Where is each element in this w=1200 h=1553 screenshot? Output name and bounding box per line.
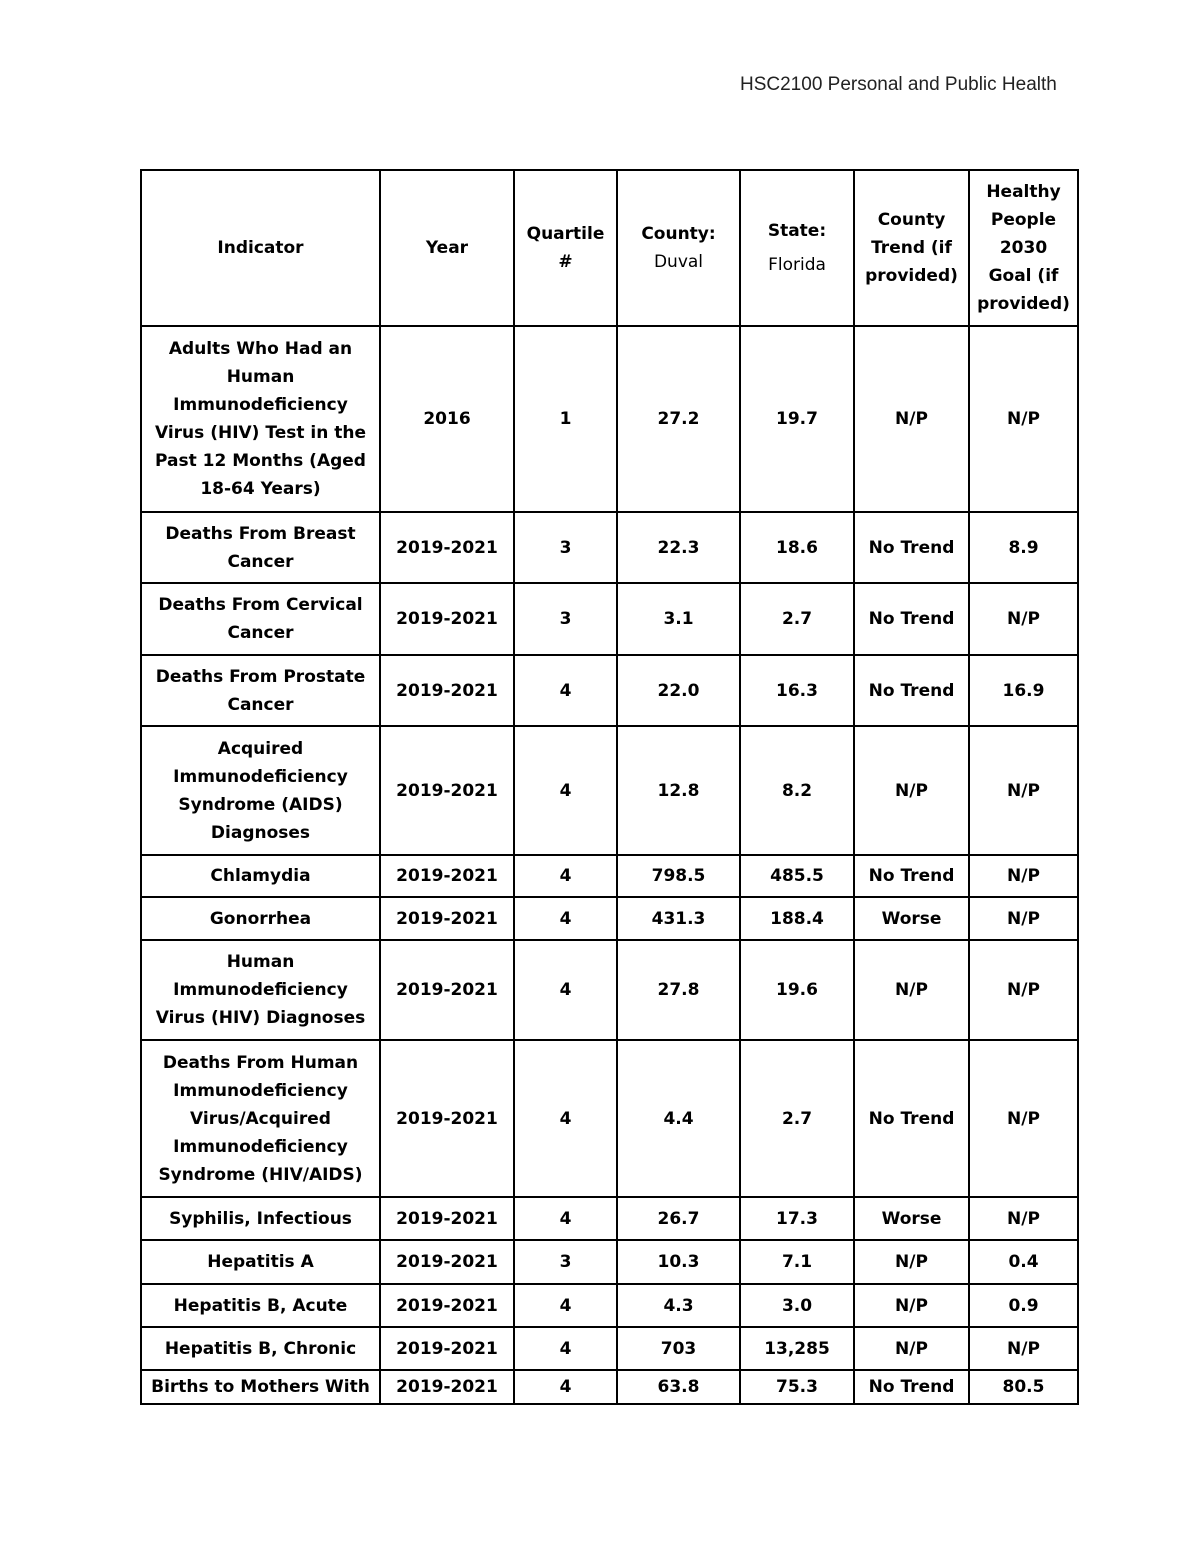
quartile-cell: 3 (514, 1240, 617, 1284)
state-value-cell: 485.5 (740, 855, 854, 897)
table-row (141, 1370, 1078, 1404)
state-value-cell: 19.7 (740, 326, 854, 512)
quartile-cell: 4 (514, 655, 617, 726)
goal-cell: N/P (969, 1040, 1078, 1197)
state-value-cell: 188.4 (740, 897, 854, 940)
county-value-cell: 22.3 (617, 512, 740, 583)
indicator-cell: Deaths From Breast Cancer (141, 512, 380, 583)
county-value-cell: 27.8 (617, 940, 740, 1040)
indicator-cell: Deaths From Prostate Cancer (141, 655, 380, 726)
year-cell: 2019-2021 (380, 655, 514, 726)
indicator-cell: Deaths From Cervical Cancer (141, 583, 380, 655)
indicator-cell: Syphilis, Infectious (141, 1197, 380, 1240)
trend-cell: No Trend (854, 583, 969, 655)
table-row (141, 1040, 1078, 1197)
col-header-year: Year (380, 170, 514, 326)
state-value-cell: 2.7 (740, 583, 854, 655)
goal-cell: N/P (969, 855, 1078, 897)
trend-cell: Worse (854, 897, 969, 940)
col-header-county-trend: County Trend (if provided) (854, 170, 969, 326)
state-value-cell: 17.3 (740, 1197, 854, 1240)
state-value-cell: 13,285 (740, 1327, 854, 1370)
trend-cell: No Trend (854, 1040, 969, 1197)
quartile-cell: 4 (514, 1370, 617, 1404)
table-row (141, 655, 1078, 726)
goal-cell: 0.9 (969, 1284, 1078, 1327)
trend-cell: No Trend (854, 512, 969, 583)
col-header-quartile: Quartile # (514, 170, 617, 326)
table-row (141, 512, 1078, 583)
col-header-state (740, 170, 854, 326)
quartile-cell: 4 (514, 1040, 617, 1197)
table-body (141, 326, 1078, 1404)
county-value-cell: 10.3 (617, 1240, 740, 1284)
indicator-cell: Hepatitis B, Acute (141, 1284, 380, 1327)
year-cell: 2019-2021 (380, 1370, 514, 1404)
quartile-cell: 1 (514, 326, 617, 512)
goal-cell: 0.4 (969, 1240, 1078, 1284)
indicator-cell: Acquired Immunodeficiency Syndrome (AIDS) Diagnoses (141, 726, 380, 855)
county-name: Duval (653, 252, 704, 272)
quartile-cell: 3 (514, 583, 617, 655)
year-cell: 2019-2021 (380, 855, 514, 897)
indicator-cell: Hepatitis B, Chronic (141, 1327, 380, 1370)
state-value-cell: 75.3 (740, 1370, 854, 1404)
table-header-row (141, 170, 1078, 326)
goal-cell: N/P (969, 1327, 1078, 1370)
indicator-cell: Hepatitis A (141, 1240, 380, 1284)
county-value-cell: 431.3 (617, 897, 740, 940)
goal-cell: 8.9 (969, 512, 1078, 583)
goal-cell: N/P (969, 726, 1078, 855)
county-value-cell: 22.0 (617, 655, 740, 726)
table-row (141, 726, 1078, 855)
table-row (141, 1240, 1078, 1284)
quartile-cell: 4 (514, 897, 617, 940)
year-cell: 2019-2021 (380, 1284, 514, 1327)
year-cell: 2019-2021 (380, 726, 514, 855)
indicator-cell: Human Immunodeficiency Virus (HIV) Diagnoses (141, 940, 380, 1040)
county-value-cell: 63.8 (617, 1370, 740, 1404)
goal-cell: N/P (969, 1197, 1078, 1240)
col-header-hp2030-goal: Healthy People 2030 Goal (if provided) (969, 170, 1078, 326)
goal-cell: N/P (969, 326, 1078, 512)
county-value-cell: 12.8 (617, 726, 740, 855)
quartile-cell: 3 (514, 512, 617, 583)
trend-cell: Worse (854, 1197, 969, 1240)
indicator-cell: Births to Mothers With (141, 1370, 380, 1404)
county-value-cell: 27.2 (617, 326, 740, 512)
quartile-cell: 4 (514, 940, 617, 1040)
table-row (141, 583, 1078, 655)
year-cell: 2019-2021 (380, 1240, 514, 1284)
county-value-cell: 3.1 (617, 583, 740, 655)
trend-cell: N/P (854, 726, 969, 855)
year-cell: 2016 (380, 326, 514, 512)
trend-cell: N/P (854, 326, 969, 512)
quartile-cell: 4 (514, 726, 617, 855)
county-label: County: (641, 224, 716, 244)
state-value-cell: 19.6 (740, 940, 854, 1040)
goal-cell: N/P (969, 940, 1078, 1040)
trend-cell: No Trend (854, 1370, 969, 1404)
year-cell: 2019-2021 (380, 583, 514, 655)
trend-cell: N/P (854, 940, 969, 1040)
indicator-cell: Deaths From Human Immunodeficiency Virus/Acquired Immunodeficiency Syndrome (HIV/AIDS) (141, 1040, 380, 1197)
county-value-cell: 4.4 (617, 1040, 740, 1197)
quartile-cell: 4 (514, 1197, 617, 1240)
state-value-cell: 16.3 (740, 655, 854, 726)
state-value-cell: 8.2 (740, 726, 854, 855)
year-cell: 2019-2021 (380, 897, 514, 940)
page-header: HSC2100 Personal and Public Health (740, 74, 1057, 95)
indicator-cell: Adults Who Had an Human Immunodeficiency Virus (HIV) Test in the Past 12 Months (Aged 18-64 Years) (141, 326, 380, 512)
goal-cell: 16.9 (969, 655, 1078, 726)
table-row (141, 1327, 1078, 1370)
col-header-county (617, 170, 740, 326)
trend-cell: N/P (854, 1284, 969, 1327)
table-row (141, 855, 1078, 897)
trend-cell: N/P (854, 1327, 969, 1370)
indicator-cell: Chlamydia (141, 855, 380, 897)
year-cell: 2019-2021 (380, 1327, 514, 1370)
state-value-cell: 7.1 (740, 1240, 854, 1284)
county-value-cell: 703 (617, 1327, 740, 1370)
trend-cell: No Trend (854, 655, 969, 726)
year-cell: 2019-2021 (380, 1197, 514, 1240)
indicator-cell: Gonorrhea (141, 897, 380, 940)
state-value-cell: 2.7 (740, 1040, 854, 1197)
state-label: State: (767, 221, 827, 241)
goal-cell: 80.5 (969, 1370, 1078, 1404)
quartile-cell: 4 (514, 1327, 617, 1370)
col-header-indicator: Indicator (141, 170, 380, 326)
trend-cell: No Trend (854, 855, 969, 897)
state-value-cell: 18.6 (740, 512, 854, 583)
county-value-cell: 798.5 (617, 855, 740, 897)
table-row (141, 1197, 1078, 1240)
county-value-cell: 26.7 (617, 1197, 740, 1240)
table-row (141, 326, 1078, 512)
trend-cell: N/P (854, 1240, 969, 1284)
year-cell: 2019-2021 (380, 940, 514, 1040)
year-cell: 2019-2021 (380, 1040, 514, 1197)
year-cell: 2019-2021 (380, 512, 514, 583)
health-indicators-table (140, 169, 1079, 1405)
goal-cell: N/P (969, 897, 1078, 940)
table-row (141, 897, 1078, 940)
goal-cell: N/P (969, 583, 1078, 655)
quartile-cell: 4 (514, 1284, 617, 1327)
state-name: Florida (768, 255, 826, 275)
table-row (141, 940, 1078, 1040)
county-value-cell: 4.3 (617, 1284, 740, 1327)
table-row (141, 1284, 1078, 1327)
quartile-cell: 4 (514, 855, 617, 897)
state-value-cell: 3.0 (740, 1284, 854, 1327)
